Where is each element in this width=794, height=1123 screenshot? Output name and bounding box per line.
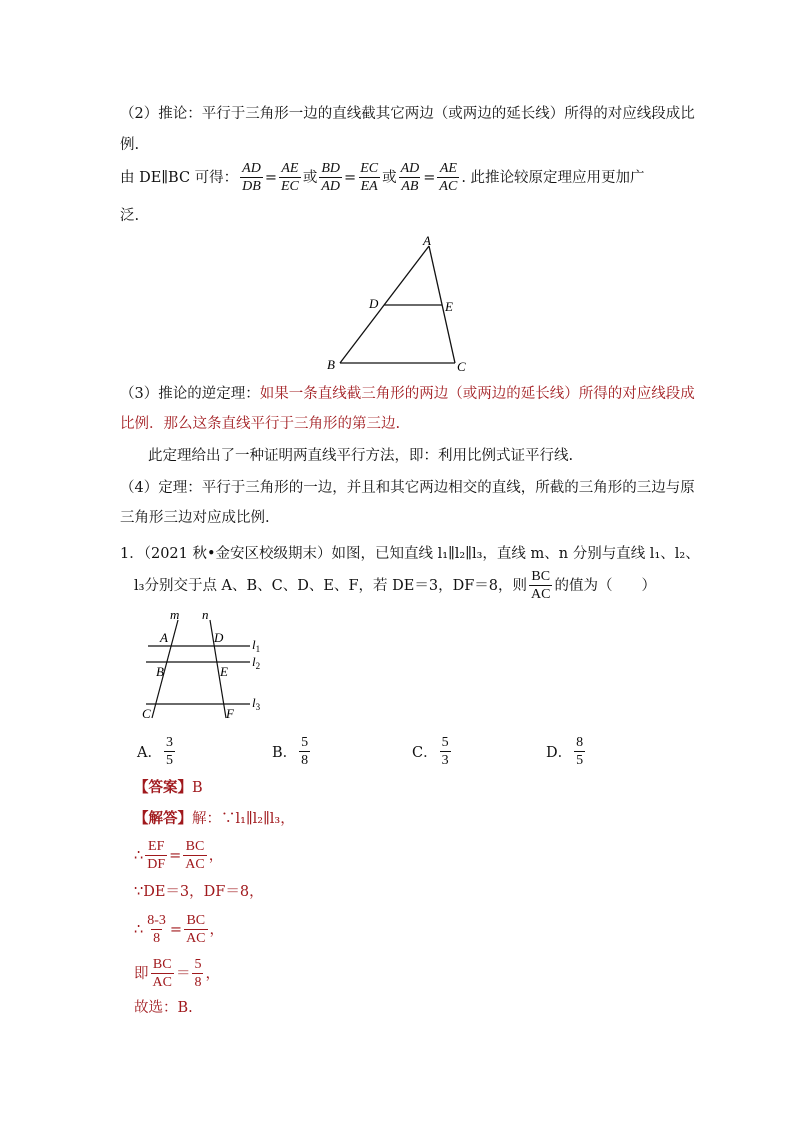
label-m: m — [170, 607, 180, 622]
label-a: A — [160, 630, 168, 645]
option-a-fraction: $\frac{3}{5}$ — [165, 735, 173, 768]
solution-step4: 即 $\frac{BC}{AC}$ ＝ $\frac{5}{8}$ ， — [134, 957, 220, 990]
label-a: A — [423, 233, 431, 248]
or-word: 或 — [302, 169, 318, 186]
solution-step3: ∴ $\frac{8-3}{8}$ = $\frac{BC}{AC}$ ， — [134, 913, 225, 946]
solution-step2: ∵DE＝3，DF＝8， — [134, 884, 264, 900]
label-b: B — [156, 664, 164, 679]
equals-sign: = — [344, 169, 357, 186]
question-line1: 1．（2021 秋•金安区校级期末）如图，已知直线 l₁∥l₂∥l₃，直线 m、n 分别与直线 l₁、l₂、 — [120, 546, 700, 562]
fraction-ec-ea: $\frac{EC}{EA}$ — [360, 161, 379, 194]
fraction-ad-ab: $\frac{AD}{AB}$ — [400, 161, 420, 194]
fraction-8minus3-8: $\frac{8-3}{8}$ — [147, 913, 166, 946]
option-d[interactable]: D． $\frac{8}{5}$ — [546, 735, 584, 768]
parallel-lines-figure — [136, 606, 276, 722]
or-word: 或 — [382, 169, 397, 186]
section2-line2: 例. — [120, 137, 140, 153]
section3-note: 此定理给出了一种证明两直线平行方法，即：利用比例式证平行线. — [148, 448, 574, 464]
label-e: E — [445, 299, 453, 314]
solution-line1 — [134, 809, 295, 829]
section2-line1: （2）推论：平行于三角形一边的直线截其它两边（或两边的延长线）所得的对应线段成比 — [120, 106, 695, 122]
equals-sign: = — [264, 169, 277, 186]
fraction-bc-ac: $\frac{BC}{AC}$ — [185, 839, 205, 872]
label-b: B — [327, 357, 335, 372]
option-c-fraction: $\frac{5}{3}$ — [441, 735, 449, 768]
formula-tail: . 此推论较原定理应用更加广 — [461, 169, 645, 186]
answer-label: 【答案】 — [134, 779, 192, 796]
section4-line1: （4）定理：平行于三角形的一边，并且和其它两边相交的直线，所截的三角形的三边与原 — [120, 480, 695, 496]
answer-value: B — [192, 780, 203, 796]
section4-line2: 三角形三边对应成比例. — [120, 510, 270, 526]
triangle-figure — [320, 232, 480, 377]
solution-label: 【解答】 — [134, 810, 192, 827]
option-c[interactable]: C． $\frac{5}{3}$ — [412, 735, 449, 768]
label-n: n — [202, 607, 209, 622]
question-line2-text: l₃分别交于点 A、B、C、D、E、F，若 DE＝3，DF＝8，则 — [134, 577, 528, 594]
equals-sign: = — [423, 169, 436, 186]
solution-intro: 解：∵l₁∥l₂∥l₃， — [192, 811, 295, 827]
section3-prefix: （3）推论的逆定理： — [120, 386, 260, 402]
formula-prefix: 由 DE∥BC 可得： — [120, 169, 239, 186]
option-b-fraction: $\frac{5}{8}$ — [301, 735, 309, 768]
fraction-ef-df: $\frac{EF}{DF}$ — [147, 839, 166, 872]
section3-theorem-part1: 如果一条直线截三角形的两边（或两边的延长线）所得的对应线段成 — [259, 386, 695, 402]
fraction-bc-ac: $\frac{BC}{AC}$ — [152, 957, 172, 990]
fraction-ad-db: $\frac{AD}{DB}$ — [242, 161, 261, 194]
question-line2 — [134, 568, 656, 603]
label-l2: $l_2$ — [252, 654, 261, 671]
answer-line — [134, 778, 203, 798]
label-e: E — [220, 664, 228, 679]
fraction-ae-ac: $\frac{AE}{AC}$ — [439, 161, 458, 194]
section2-formula-line — [120, 160, 645, 195]
fraction-5-8: $\frac{5}{8}$ — [194, 957, 202, 990]
fraction-ae-ec: $\frac{AE}{EC}$ — [280, 161, 299, 194]
option-d-fraction: $\frac{8}{5}$ — [576, 735, 584, 768]
label-l3: $l_3$ — [252, 695, 261, 712]
question-fraction-bc-ac: $\frac{BC}{AC}$ — [531, 569, 551, 602]
fraction-bd-ad: $\frac{BD}{AD}$ — [321, 161, 341, 194]
solution-step1: ∴ $\frac{EF}{DF}$ = $\frac{BC}{AC}$ ， — [134, 839, 224, 872]
section3-line1 — [120, 384, 695, 404]
question-line2-end: 的值为（ ） — [554, 577, 656, 594]
section2-line4: 泛. — [120, 208, 140, 224]
solution-conclusion: 故选：B. — [134, 1000, 193, 1016]
label-c: C — [457, 359, 466, 374]
label-d: D — [214, 630, 224, 645]
label-d: D — [369, 296, 379, 311]
option-b[interactable]: B． $\frac{5}{8}$ — [272, 735, 309, 768]
label-l1: $l_1$ — [252, 637, 261, 654]
fraction-bc-ac: $\frac{BC}{AC}$ — [186, 913, 206, 946]
label-c: C — [142, 706, 151, 721]
label-f: F — [226, 706, 234, 721]
section3-theorem-part2: 比例．那么这条直线平行于三角形的第三边. — [120, 416, 401, 432]
option-a[interactable]: A． $\frac{3}{5}$ — [137, 735, 173, 768]
